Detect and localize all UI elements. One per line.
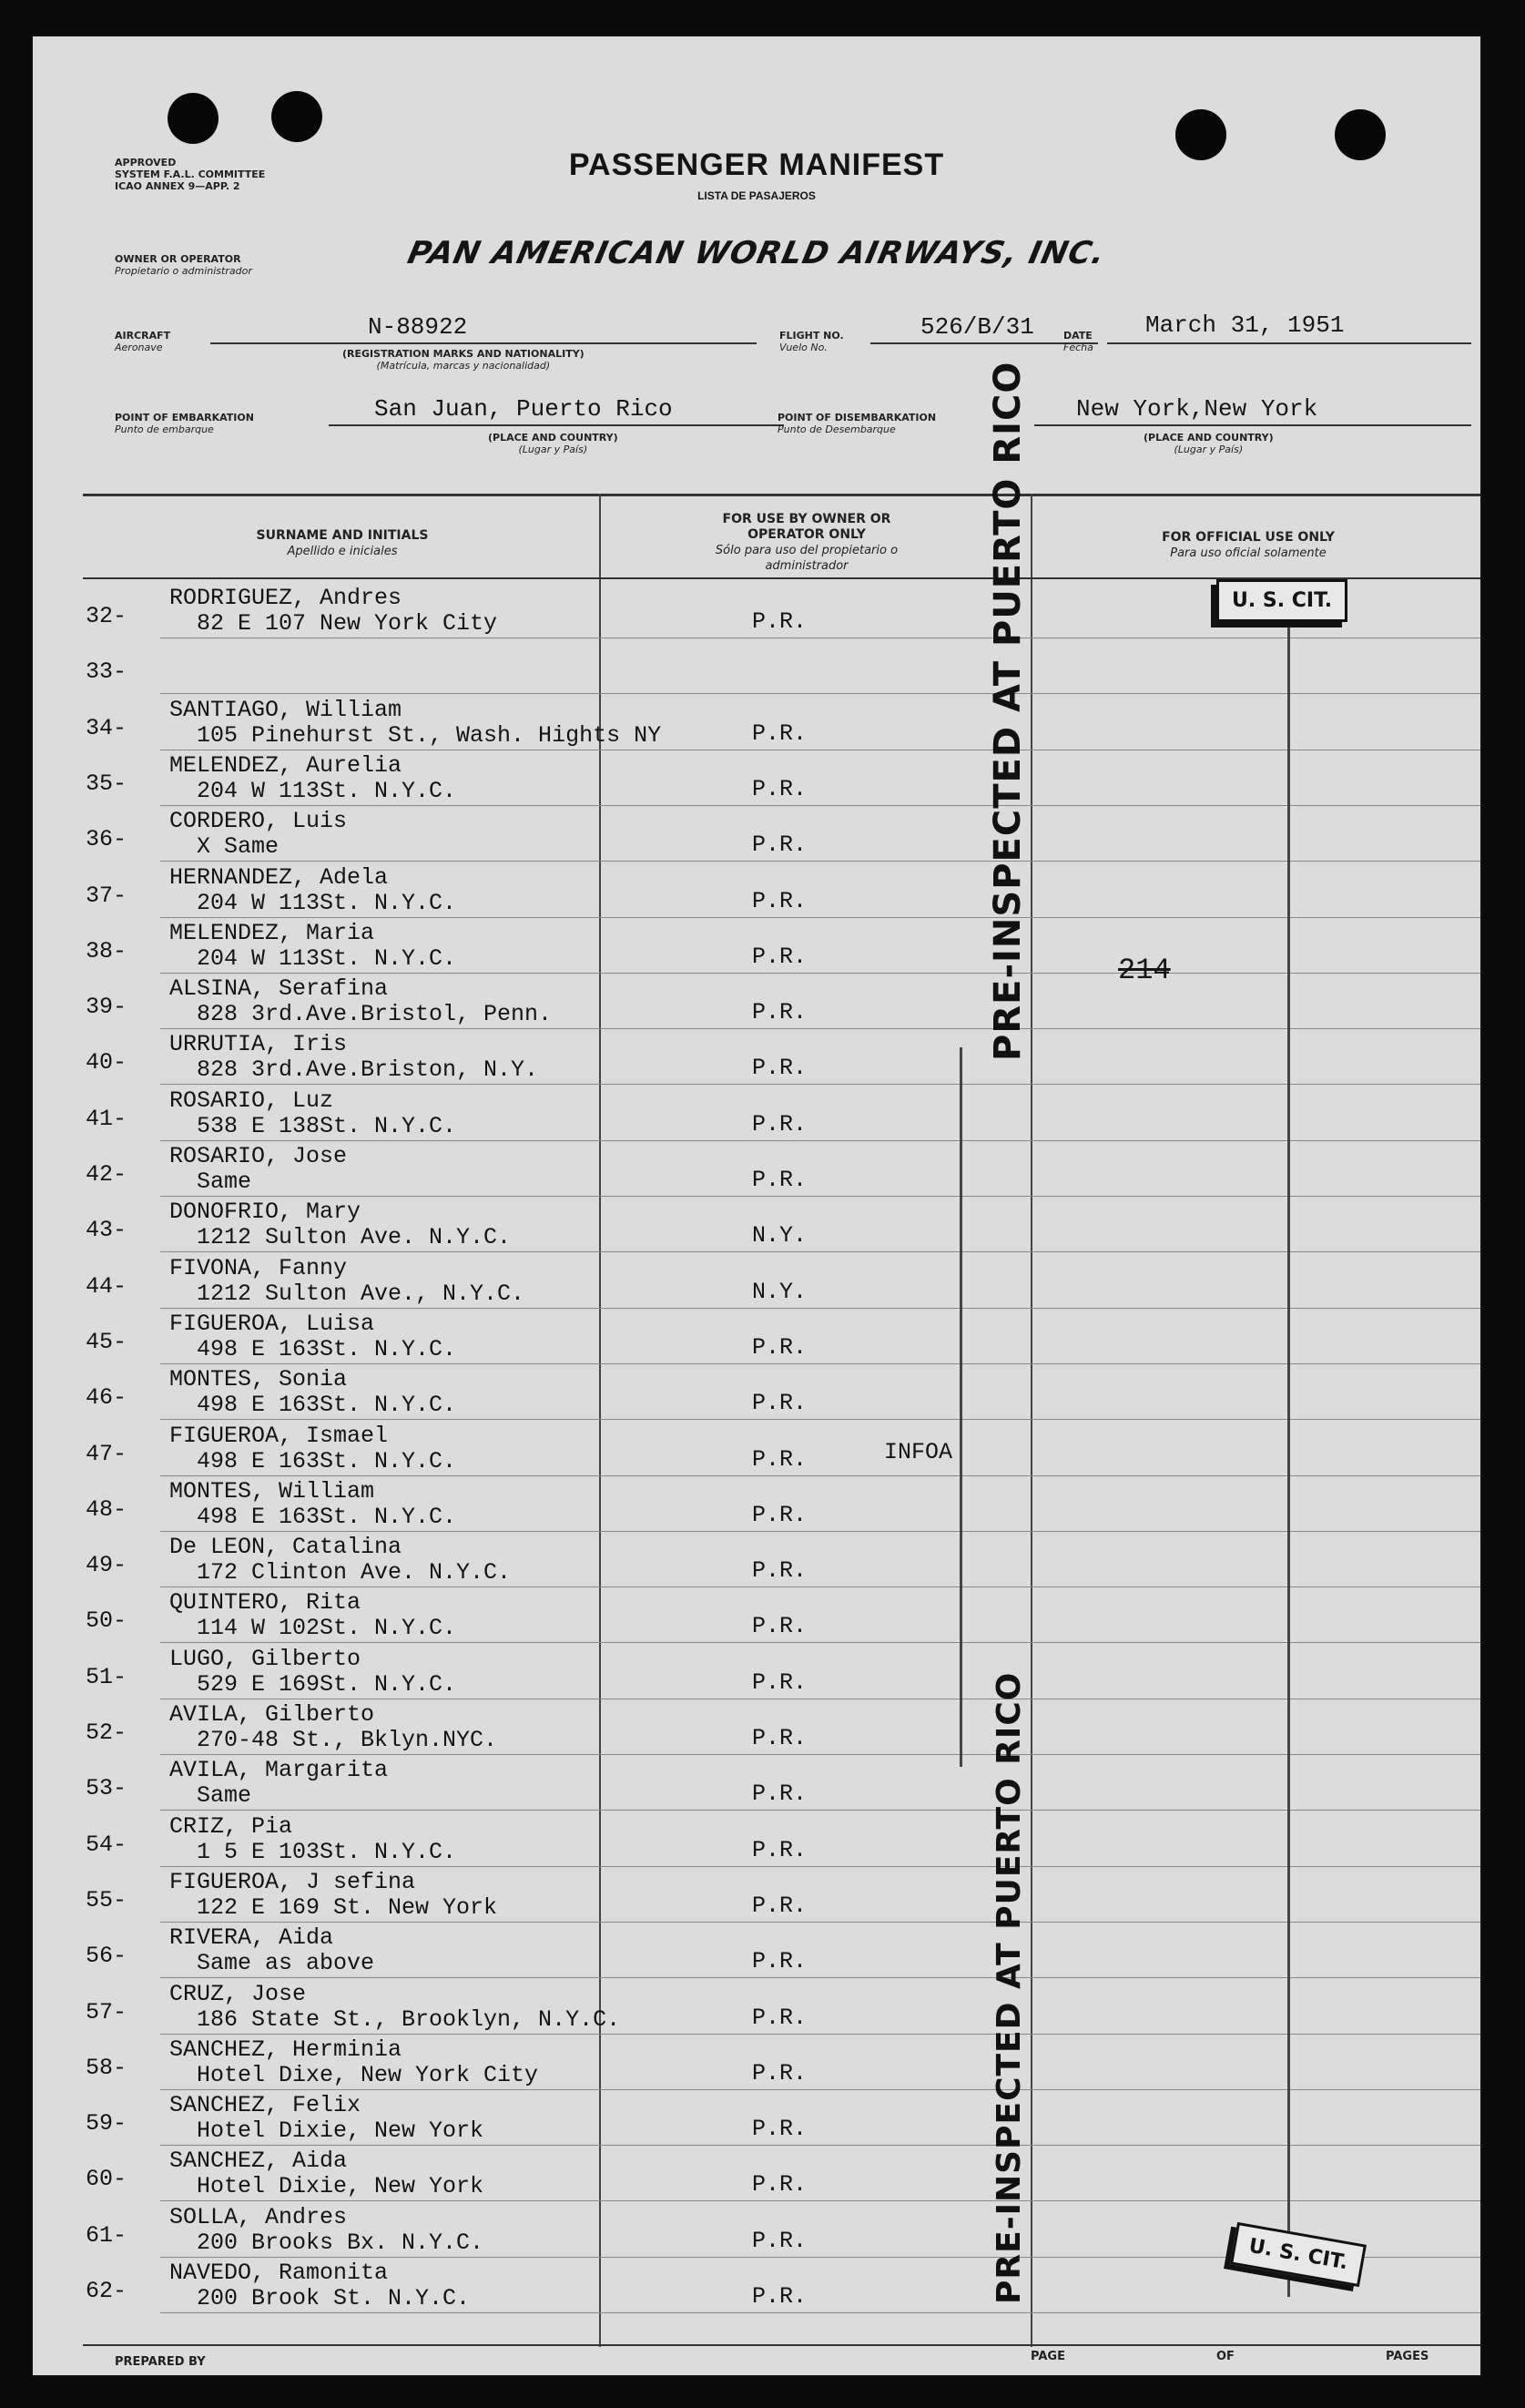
- passenger-origin-code: P.R.: [752, 608, 808, 635]
- passenger-number: 32-: [86, 603, 127, 629]
- passenger-name: ALSINA, Serafina: [169, 975, 389, 1003]
- passenger-number: 35-: [86, 770, 127, 797]
- row-rule: [160, 2312, 1480, 2313]
- table-top-rule: [83, 494, 1480, 496]
- passenger-number: 34-: [86, 714, 127, 741]
- passenger-address: 529 E 169St. N.Y.C.: [197, 1670, 457, 1698]
- row-rule: [160, 861, 1480, 862]
- passenger-address: 82 E 107 New York City: [197, 610, 498, 637]
- passenger-address: 498 E 163St. N.Y.C.: [197, 1392, 457, 1419]
- passenger-address: 172 Clinton Ave. N.Y.C.: [197, 1559, 512, 1587]
- airline-name: PAN AMERICAN WORLD AIRWAYS, INC.: [404, 235, 1109, 271]
- row-rule: [160, 1531, 1480, 1532]
- passenger-address: 828 3rd.Ave.Briston, N.Y.: [197, 1056, 539, 1084]
- passenger-origin-code: P.R.: [752, 1948, 808, 1975]
- passenger-name: ROSARIO, Jose: [169, 1143, 348, 1169]
- passenger-origin-code: P.R.: [752, 775, 808, 802]
- passenger-number: 40-: [86, 1049, 127, 1076]
- passenger-origin-code: P.R.: [752, 832, 808, 859]
- passenger-number: 41-: [86, 1105, 127, 1132]
- flight-label: FLIGHT NO. Vuelo No.: [779, 330, 844, 353]
- row-rule: [160, 805, 1480, 806]
- row-rule: [160, 1028, 1480, 1029]
- row-rule: [160, 1140, 1480, 1141]
- pages-label: PAGES: [1386, 2350, 1429, 2363]
- passenger-name: HERNANDEZ, Adela: [169, 863, 389, 891]
- passenger-name: LUGO, Gilberto: [169, 1645, 361, 1672]
- passenger-number: 59-: [86, 2110, 127, 2138]
- disembarkation-label: POINT OF DISEMBARKATION Punto de Desembarque: [778, 412, 937, 435]
- passenger-number: 53-: [86, 1775, 127, 1802]
- passenger-number: 38-: [86, 937, 127, 964]
- passenger-name: QUINTERO, Rita: [169, 1589, 361, 1617]
- passenger-origin-code: P.R.: [752, 1613, 808, 1640]
- row-rule: [160, 1196, 1480, 1197]
- passenger-origin-code: P.R.: [752, 943, 808, 970]
- flight-number: 526/B/31: [920, 313, 1034, 341]
- embarkation-label: POINT OF EMBARKATION Punto de embarque: [115, 412, 254, 435]
- passenger-number: 37-: [86, 882, 127, 909]
- passenger-name: SANTIAGO, William: [169, 696, 402, 723]
- punch-hole-top-left-2: [271, 91, 322, 142]
- passenger-note: INFOA: [884, 1438, 953, 1465]
- passenger-number: 50-: [86, 1607, 127, 1635]
- passenger-address: X Same: [197, 833, 280, 861]
- approval-line: ICAO ANNEX 9—APP. 2: [115, 180, 240, 192]
- us-citizen-stamp-bottom: U. S. CIT.: [1230, 2222, 1367, 2287]
- passenger-address: 204 W 113St. N.Y.C.: [197, 777, 457, 804]
- passenger-number: 55-: [86, 1886, 127, 1913]
- passenger-origin-code: P.R.: [752, 1668, 808, 1696]
- page-title: PASSENGER MANIFEST: [568, 148, 945, 182]
- passenger-name: URRUTIA, Iris: [169, 1031, 348, 1058]
- passenger-address: 114 W 102St. N.Y.C.: [197, 1615, 457, 1642]
- flight-date: March 31, 1951: [1145, 311, 1345, 339]
- row-rule: [160, 2034, 1480, 2035]
- preinspected-stamp-upper: PRE-INSPECTED AT PUERTO RICO: [987, 361, 1029, 1061]
- passenger-name: NAVEDO, Ramonita: [169, 2260, 389, 2286]
- passenger-address: 200 Brooks Bx. N.Y.C.: [197, 2229, 484, 2256]
- passenger-name: MONTES, William: [169, 1477, 375, 1505]
- passenger-name: CORDERO, Luis: [169, 808, 348, 835]
- passenger-name: De LEON, Catalina: [169, 1534, 402, 1561]
- embark-place-note: (PLACE AND COUNTRY) (Lugar y País): [488, 432, 618, 455]
- passenger-origin-code: P.R.: [752, 1892, 808, 1919]
- row-rule: [160, 973, 1480, 974]
- row-rule: [160, 1977, 1480, 1978]
- passenger-name: FIGUEROA, J sefina: [169, 1868, 416, 1895]
- passenger-number: 57-: [86, 1998, 127, 2025]
- passenger-origin-code: P.R.: [752, 1836, 808, 1863]
- preinspected-stamp-lower: PRE-INSPECTED AT PUERTO RICO: [991, 1671, 1028, 2304]
- passenger-address: 828 3rd.Ave.Bristol, Penn.: [197, 1001, 553, 1028]
- passenger-name: SOLLA, Andres: [169, 2203, 348, 2230]
- passenger-origin-code: P.R.: [752, 2171, 808, 2199]
- aircraft-value: N-88922: [368, 313, 468, 341]
- date-label: DATE Fecha: [1063, 330, 1093, 353]
- aircraft-label: AIRCRAFT Aeronave: [115, 330, 171, 353]
- passenger-address: 498 E 163St. N.Y.C.: [197, 1503, 457, 1530]
- stamp-guide-line: [960, 1047, 962, 1767]
- passenger-number: 51-: [86, 1663, 127, 1690]
- passenger-number: 56-: [86, 1943, 127, 1970]
- official-column-line: [1287, 612, 1290, 2297]
- passenger-origin-code: P.R.: [752, 2004, 808, 2031]
- passenger-address: Same: [197, 1782, 252, 1810]
- passenger-origin-code: P.R.: [752, 1390, 808, 1417]
- passenger-name: FIGUEROA, Luisa: [169, 1310, 375, 1337]
- passenger-origin-code: P.R.: [752, 1445, 808, 1473]
- approval-line: APPROVED: [115, 157, 177, 168]
- passenger-name: AVILA, Margarita: [169, 1757, 389, 1784]
- passenger-name: CRIZ, Pia: [169, 1812, 293, 1840]
- manifest-sheet: [31, 35, 1482, 2377]
- row-rule: [160, 1475, 1480, 1476]
- passenger-origin-code: P.R.: [752, 2283, 808, 2310]
- passenger-origin-code: P.R.: [752, 2227, 808, 2254]
- row-rule: [160, 1308, 1480, 1309]
- passenger-name: ROSARIO, Luz: [169, 1087, 334, 1114]
- passenger-address: 204 W 113St. N.Y.C.: [197, 944, 457, 972]
- passenger-number: 48-: [86, 1495, 127, 1523]
- passenger-name: MONTES, Sonia: [169, 1366, 348, 1393]
- passenger-address: 186 State St., Brooklyn, N.Y.C.: [197, 2005, 621, 2033]
- passenger-address: 1 5 E 103St. N.Y.C.: [197, 1838, 457, 1865]
- passenger-address: 105 Pinehurst St., Wash. Hights NY: [197, 721, 662, 749]
- owner-label: OWNER OR OPERATOR Propietario o administrador: [115, 253, 252, 277]
- passenger-name: DONOFRIO, Mary: [169, 1199, 361, 1226]
- passenger-origin-code: P.R.: [752, 999, 808, 1026]
- passenger-number: 39-: [86, 994, 127, 1021]
- passenger-address: 1212 Sulton Ave., N.Y.C.: [197, 1280, 525, 1307]
- passenger-address: 498 E 163St. N.Y.C.: [197, 1447, 457, 1474]
- passenger-number: 58-: [86, 2054, 127, 2081]
- passenger-address: 1212 Sulton Ave. N.Y.C.: [197, 1224, 512, 1251]
- table-bottom-rule: [83, 2344, 1480, 2346]
- passenger-number: 42-: [86, 1161, 127, 1188]
- prepared-by-label: PREPARED BY: [115, 2355, 206, 2369]
- passenger-number: 45-: [86, 1328, 127, 1355]
- row-rule: [160, 1866, 1480, 1867]
- row-rule: [160, 1810, 1480, 1811]
- passenger-address: 498 E 163St. N.Y.C.: [197, 1335, 457, 1362]
- registration-note: (REGISTRATION MARKS AND NATIONALITY) (Matrícula, marcas y nacionalidad): [342, 348, 585, 372]
- passenger-address: 122 E 169 St. New York: [197, 1893, 498, 1921]
- passenger-origin-code: N.Y.: [752, 1222, 808, 1250]
- passenger-origin-code: P.R.: [752, 2059, 808, 2087]
- passenger-origin-code: P.R.: [752, 1557, 808, 1585]
- column-divider-1: [599, 494, 601, 2347]
- passenger-number: 52-: [86, 1719, 127, 1746]
- row-rule: [160, 1642, 1480, 1643]
- row-rule: [160, 1084, 1480, 1085]
- passenger-origin-code: P.R.: [752, 1110, 808, 1138]
- passenger-number: 47-: [86, 1440, 127, 1467]
- passenger-address: 270-48 St., Bklyn.NYC.: [197, 1727, 498, 1753]
- of-label: OF: [1216, 2350, 1235, 2363]
- surname-header: SURNAME AND INITIALS Apellido e iniciales: [256, 528, 429, 558]
- passenger-name: AVILA, Gilberto: [169, 1701, 375, 1728]
- official-number: 214: [1118, 954, 1171, 987]
- passenger-number: 60-: [86, 2166, 127, 2193]
- row-rule: [160, 2089, 1480, 2090]
- passenger-origin-code: N.Y.: [752, 1278, 808, 1305]
- passenger-address: 204 W 113St. N.Y.C.: [197, 889, 457, 916]
- date-underline: [1107, 342, 1471, 344]
- passenger-name: FIGUEROA, Ismael: [169, 1422, 389, 1449]
- row-rule: [160, 917, 1480, 918]
- disembark-place-note: (PLACE AND COUNTRY) (Lugar y País): [1144, 432, 1274, 455]
- row-rule: [160, 1363, 1480, 1364]
- passenger-address: Hotel Dixie, New York: [197, 2173, 484, 2200]
- passenger-name: RIVERA, Aida: [169, 1924, 334, 1952]
- passenger-number: 36-: [86, 826, 127, 853]
- row-rule: [160, 1754, 1480, 1755]
- owner-use-header: FOR USE BY OWNER OR OPERATOR ONLY Sólo para uso del propietario o administrador: [715, 512, 899, 573]
- passenger-number: 44-: [86, 1272, 127, 1300]
- passenger-origin-code: P.R.: [752, 1780, 808, 1808]
- passenger-origin-code: P.R.: [752, 2116, 808, 2143]
- passenger-name: FIVONA, Fanny: [169, 1254, 348, 1281]
- passenger-number: 62-: [86, 2278, 127, 2304]
- passenger-name: CRUZ, Jose: [169, 1980, 307, 2007]
- passenger-name: RODRIGUEZ, Andres: [169, 585, 402, 611]
- embarkation-underline: [329, 424, 784, 426]
- passenger-origin-code: P.R.: [752, 1501, 808, 1528]
- passenger-number: 33-: [86, 658, 127, 686]
- passenger-number: 49-: [86, 1552, 127, 1579]
- embarkation-value: San Juan, Puerto Rico: [374, 395, 673, 423]
- passenger-address: Same: [197, 1168, 252, 1195]
- passenger-number: 54-: [86, 1831, 127, 1858]
- passenger-name: SANCHEZ, Aida: [169, 2148, 348, 2175]
- disembarkation-underline: [1034, 424, 1471, 426]
- passenger-name: SANCHEZ, Felix: [169, 2092, 361, 2119]
- row-rule: [160, 2145, 1480, 2146]
- passenger-origin-code: P.R.: [752, 1333, 808, 1361]
- aircraft-underline: [210, 342, 757, 344]
- row-rule: [160, 693, 1480, 694]
- passenger-address: Same as above: [197, 1950, 375, 1977]
- passenger-number: 46-: [86, 1384, 127, 1412]
- passenger-name: SANCHEZ, Herminia: [169, 2036, 402, 2063]
- disembarkation-value: New York,New York: [1076, 395, 1318, 423]
- passenger-number: 43-: [86, 1217, 127, 1244]
- passenger-origin-code: P.R.: [752, 1055, 808, 1082]
- passenger-origin-code: P.R.: [752, 1725, 808, 1751]
- passenger-address: 538 E 138St. N.Y.C.: [197, 1112, 457, 1139]
- page-label: PAGE: [1031, 2350, 1065, 2363]
- official-use-header: FOR OFFICIAL USE ONLY Para uso oficial solamente: [1162, 530, 1335, 560]
- row-rule: [160, 2200, 1480, 2201]
- us-citizen-stamp-top: U. S. CIT.: [1216, 579, 1347, 622]
- approval-line: SYSTEM F.A.L. COMMITTEE: [115, 168, 266, 180]
- page-subtitle: LISTA DE PASAJEROS: [697, 189, 816, 202]
- passenger-origin-code: P.R.: [752, 1167, 808, 1193]
- column-divider-2: [1031, 494, 1032, 2347]
- punch-hole-top-left-1: [168, 93, 219, 144]
- row-rule: [160, 1251, 1480, 1252]
- passenger-name: MELENDEZ, Maria: [169, 919, 375, 946]
- passenger-number: 61-: [86, 2221, 127, 2249]
- passenger-name: MELENDEZ, Aurelia: [169, 751, 402, 779]
- passenger-address: 200 Brook St. N.Y.C.: [197, 2285, 471, 2311]
- passenger-address: Hotel Dixe, New York City: [197, 2061, 539, 2088]
- row-rule: [160, 1922, 1480, 1923]
- passenger-origin-code: P.R.: [752, 719, 808, 747]
- passenger-origin-code: P.R.: [752, 887, 808, 914]
- row-rule: [160, 1419, 1480, 1420]
- passenger-address: Hotel Dixie, New York: [197, 2117, 484, 2145]
